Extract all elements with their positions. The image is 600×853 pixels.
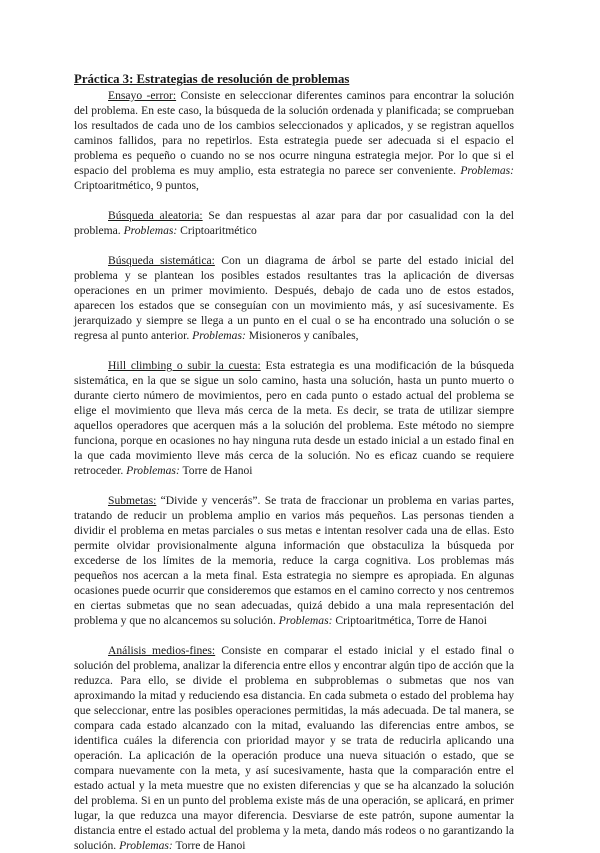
section-hill-climbing (74, 358, 514, 478)
section-busqueda-sistematica (74, 253, 514, 343)
section-term: Búsqueda aleatoria: (108, 209, 203, 222)
problems-list: Torre de Hanoi (179, 464, 253, 477)
problems-list: Criptoaritmético (177, 224, 257, 237)
problems-label: Problemas: (123, 224, 178, 237)
page-title: Práctica 3: Estrategias de resolución de problemas (74, 72, 350, 86)
section-paragraph (74, 88, 514, 193)
section-analisis-medios-fines (74, 643, 514, 853)
section-body: Consiste en comparar el estado inicial y el estado final o solución del problema, analizar la diferencia entre ellos y encontrar algún tipo de acción que la reduzca. Para ello, se divide el problema en subproblemas o submetas que nos van aproximando la mitad y reduciendo esa distancia. En cada submeta o estado del problema hay que seleccionar, entre las posibles operaciones permitidas, la más adecuada. De tal manera, se compara cada estado alcanzado con la mitad, evaluando las diferencias entre ambos, se identifica cuáles la diferencia con prioridad mayor y se trata de reducirla aplicando una operación. La aplicación de la operación produce una nueva situación o estado, que se compara nuevamente con la meta, y así sucesivamente, hasta que la comparación entre el estado actual y la meta muestre que no existen diferencias y que se ha alcanzado la solución del problema. Si en un punto del problema existe más de una operación, se aplicará, en primer lugar, la que reduzca una mayor diferencia. Desviarse de este patrón, supone aumentar la distancia entre el estado actual del problema y la meta, dando más rodeos o no garantizando la solución. (74, 644, 514, 852)
problems-label: Problemas: (278, 614, 333, 627)
section-body: Esta estrategia es una modificación de la búsqueda sistemática, en la que se sigue un solo camino, hasta una solución, hasta un punto muerto o durante cierto número de movimientos, pero en cada punto o estado actual del problema se elige el movimiento que lleva más cerca de la meta. Es decir, se trata de utilizar siempre aquellos operadores que acerquen más a la solución del problema. Este método no siempre funciona, porque en ocasiones no hay ninguna ruta desde un estado inicial a un estado final en la que cada movimiento lleve más cerca de la solución. No es eficaz cuando se requiere retroceder. (74, 359, 514, 477)
section-term: Ensayo -error: (108, 89, 177, 102)
section-paragraph (74, 493, 514, 628)
section-term: Búsqueda sistemática: (108, 254, 215, 267)
section-paragraph (74, 253, 514, 343)
section-term: Hill climbing o subir la cuesta: (108, 359, 261, 372)
problems-list: Criptoaritmético, 9 puntos, (74, 179, 199, 192)
section-term: Submetas: (108, 494, 157, 507)
problems-list: Criptoaritmética, Torre de Hanoi (332, 614, 487, 627)
section-submetas (74, 493, 514, 628)
section-paragraph (74, 208, 514, 238)
problems-label: Problemas: (460, 164, 514, 177)
problems-list: Misioneros y caníbales, (245, 329, 359, 342)
section-paragraph (74, 643, 514, 853)
section-body: Consiste en seleccionar diferentes caminos para encontrar la solución del problema. En este caso, la búsqueda de la solución ordenada y planificada; se comprueban los resultados de cada uno de los cambios seleccionados y aplicados, y se registran aquellos caminos fallidos, para no repetirlos. Esta estrategia puede ser adecuada si el espacio el problema es pequeño o cuando no se nos ocurre ninguna estrategia mejor. Por lo que si el espacio del problema es muy amplio, esta estrategia no parece ser conveniente. (74, 89, 514, 177)
section-body: Con un diagrama de árbol se parte del estado inicial del problema y se plantean los posibles estados resultantes tras la aplicación de diversas operaciones en un primer movimiento. Después, debajo de cada uno de estos estados, aparecen los estados que se conseguían con un movimiento más, y así sucesivamente. Es jerarquizado y siempre se llega a un punto en el cual o se ha encontrado una solución o se regresa al punto anterior. (74, 254, 514, 342)
problems-label: Problemas: (192, 329, 246, 342)
section-paragraph (74, 358, 514, 478)
section-ensayo-error (74, 88, 514, 193)
section-term: Análisis medios-fines: (108, 644, 216, 657)
section-body: Se dan respuestas al azar para dar por casualidad con la del problema. (74, 209, 515, 237)
problems-label: Problemas: (119, 839, 173, 852)
problems-list: Torre de Hanoi (172, 839, 246, 852)
section-body: “Divide y vencerás”. Se trata de fraccionar un problema en varias partes, tratando de reducir un problema amplio en varios más pequeños. Las personas tienden a dividir el problema en metas parciales o sus metas e intentan resolver cada una de ellas. Esto permite olvidar provisionalmente alguna información que obstaculiza la búsqueda por excederse de los límites de la memoria, reduce la carga cognitiva. Los problemas más pequeños nos acercan a la meta final. Esta estrategia no siempre es apropiada. En algunas ocasiones puede ocurrir que consideremos que estamos en el camino correcto y nos centremos en ciertas submetas que no sean adecuadas, quizá debido a una mala representación del problema y que no alcancemos su solución. (74, 494, 514, 627)
section-busqueda-aleatoria (74, 208, 514, 238)
problems-label: Problemas: (126, 464, 180, 477)
